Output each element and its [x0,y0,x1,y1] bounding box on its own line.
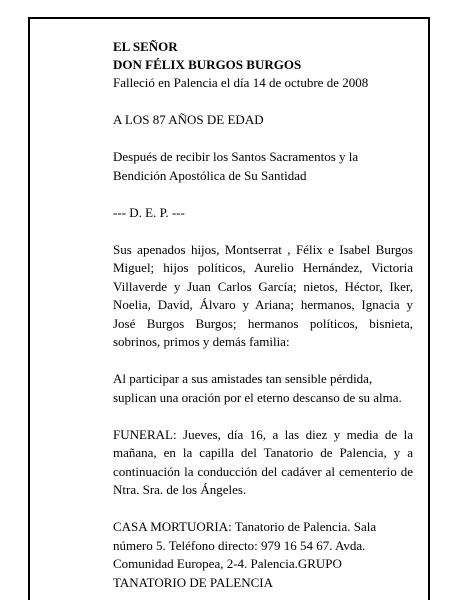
heading-line-1: EL SEÑOR [113,39,178,54]
family-paragraph: Sus apenados hijos, Montserrat , Félix e Isabel Burgos Miguel; hijos políticos, Aurelio Hernández, Victoria Villaverde y Juan Carlos García; nietos, Héctor, Iker, Noelia, David, Álvaro y Ariana; hermanos, Ignacia y José Burgos Burgos; hermanos políticos, bisnieta, sobrinos, primos y demás familia: [113,241,413,349]
death-info: Falleció en Palencia el día 14 de octubre de 2008 [113,75,369,90]
funeral-paragraph: FUNERAL: Jueves, día 16, a las diez y media de la mañana, en la capilla del Tanatorio de Palencia, y a continuación la conducción del cadáver al cementerio de Ntra. Sra. de los Ángeles. [113,426,413,497]
request-paragraph: Al participar a sus amistades tan sensible pérdida, suplican una oración por el eterno descanso de su alma. [113,371,402,405]
house-paragraph: CASA MORTUORIA: Tanatorio de Palencia. Sala número 5. Teléfono directo: 979 16 54 67. Avda. Comunidad Europea, 2-4. Palencia.GRUPO TANATORIO DE PALENCIA [113,519,377,590]
rip-line: --- D. E. P. --- [113,204,185,220]
obituary-notice [113,38,413,592]
age-line: A LOS 87 AÑOS DE EDAD [113,112,264,127]
sacraments-paragraph: Después de recibir los Santos Sacramentos y la Bendición Apostólica de Su Santidad [113,149,359,183]
heading-line-2: DON FÉLIX BURGOS BURGOS [113,57,302,72]
